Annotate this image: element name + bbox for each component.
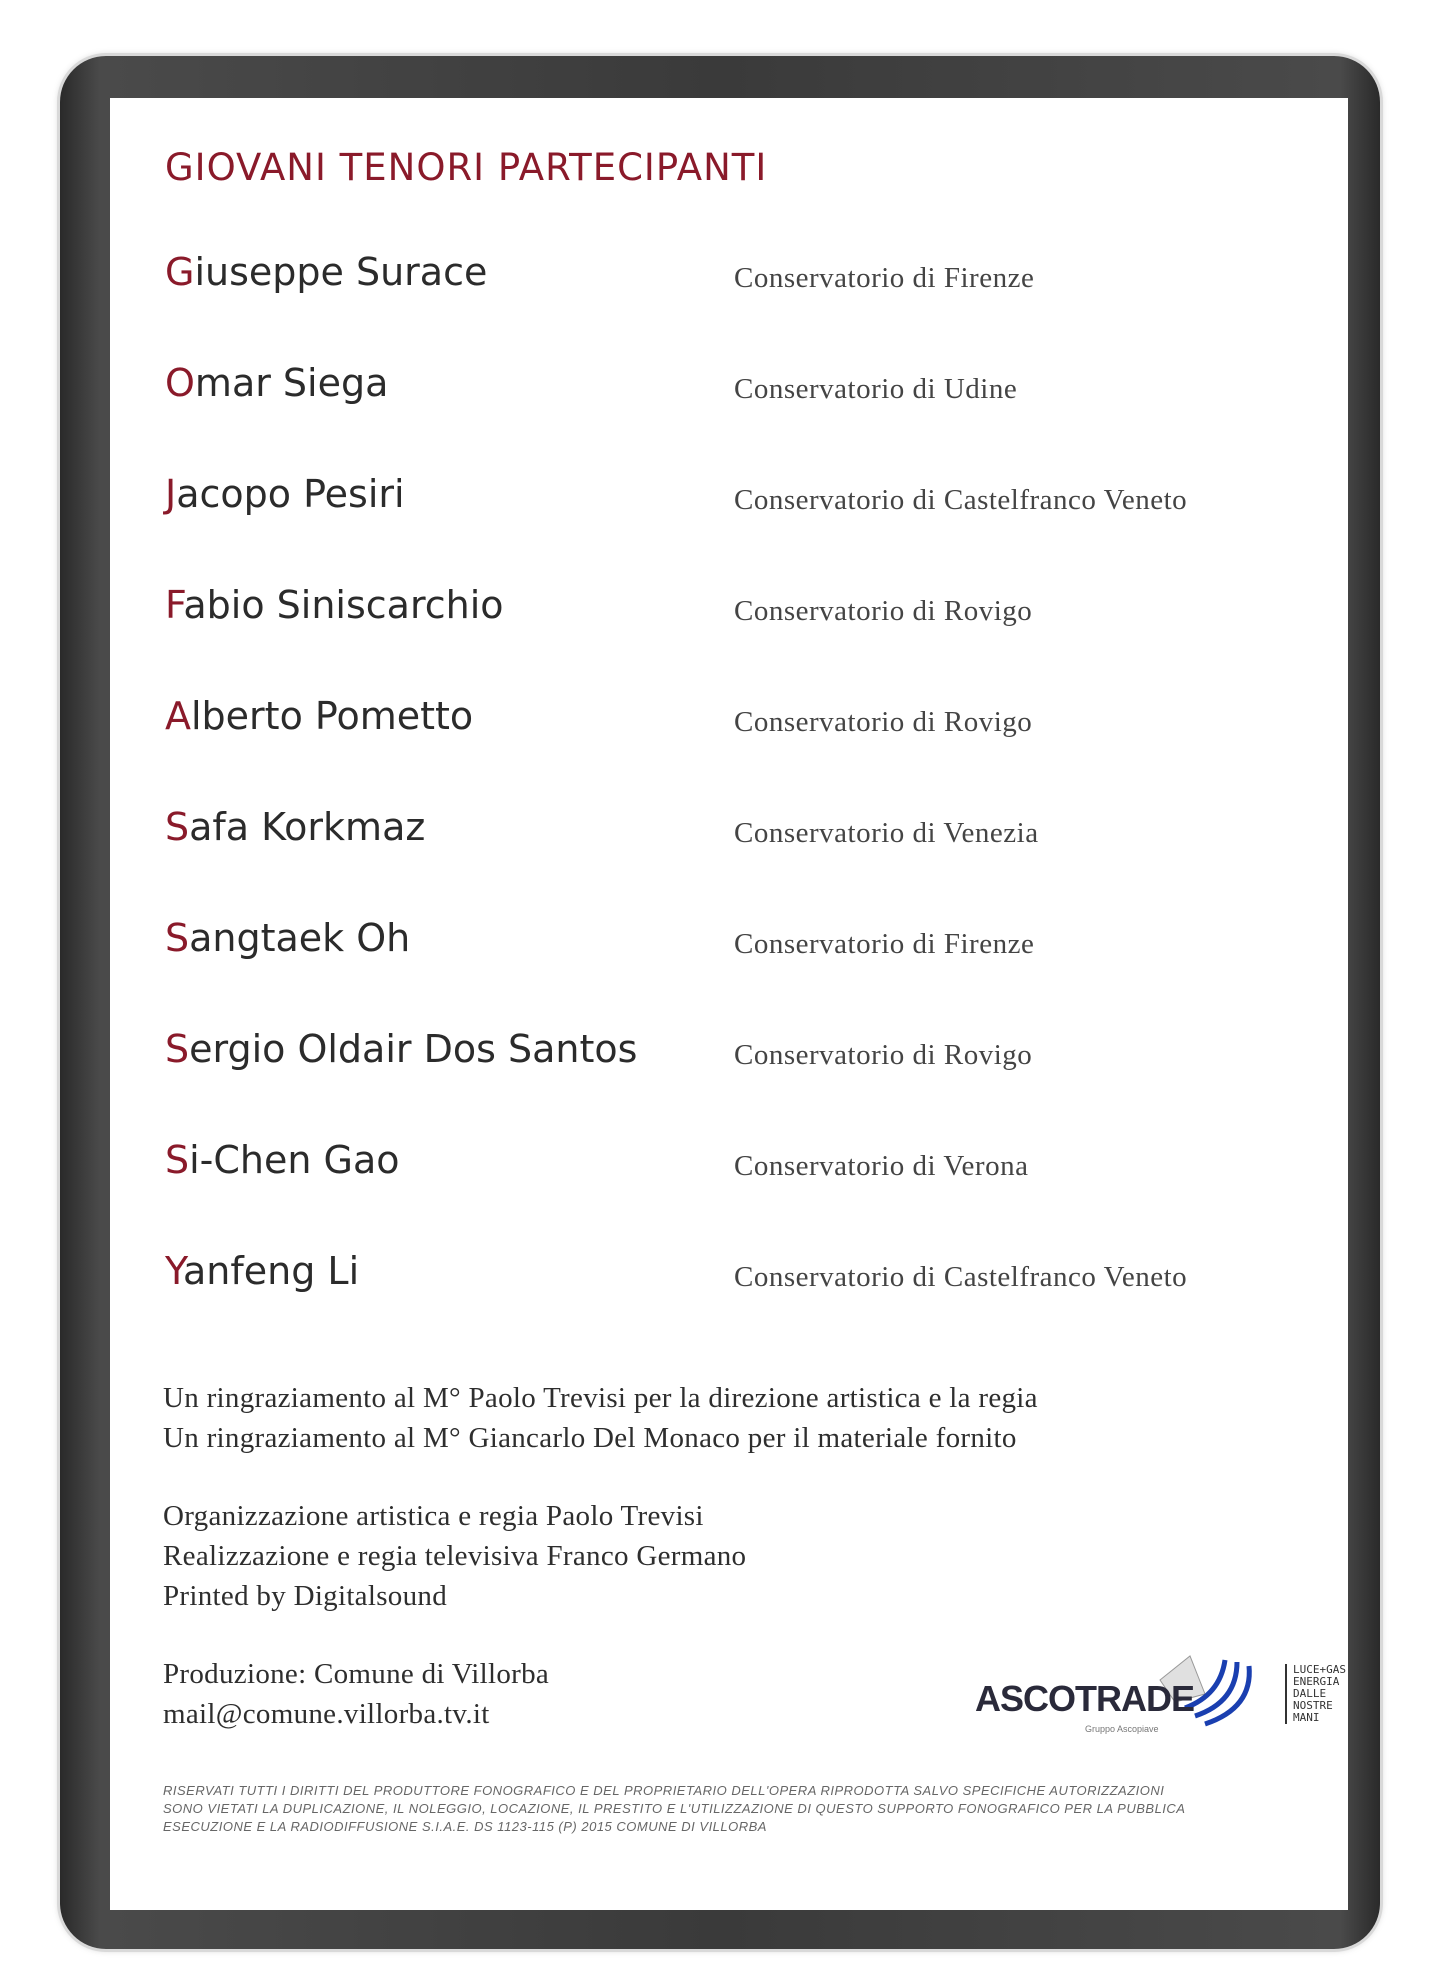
- participant-name: Giuseppe Surace: [165, 250, 488, 294]
- participant-school: Conservatorio di Castelfranco Veneto: [734, 484, 1188, 516]
- organization-line: Printed by Digitalsound: [163, 1580, 447, 1612]
- participant-school: Conservatorio di Rovigo: [734, 1039, 1033, 1071]
- organization-line: Realizzazione e regia televisiva Franco Germano: [163, 1540, 747, 1572]
- participant-school: Conservatorio di Verona: [734, 1150, 1029, 1182]
- legal-line: SONO VIETATI LA DUPLICAZIONE, IL NOLEGGIO, LOCAZIONE, IL PRESTITO E L'UTILIZZAZIONE DI QUESTO SUPPORTO FONOGRAFICO PER LA PUBBLICA: [163, 1801, 1186, 1816]
- participant-school: Conservatorio di Firenze: [734, 262, 1035, 294]
- list-item: [0, 1249, 1238, 1309]
- participant-name: Omar Siega: [165, 361, 389, 405]
- thanks-line: Un ringraziamento al M° Giancarlo Del Monaco per il materiale fornito: [163, 1422, 1017, 1454]
- participant-school: Conservatorio di Castelfranco Veneto: [734, 1261, 1188, 1293]
- list-item: [0, 361, 1238, 421]
- legal-line: ESECUZIONE E LA RADIODIFFUSIONE S.I.A.E. DS 1123-115 (P) 2015 COMUNE DI VILLORBA: [163, 1819, 767, 1834]
- participant-name: Jacopo Pesiri: [165, 472, 405, 516]
- participant-school: Conservatorio di Venezia: [734, 817, 1039, 849]
- participant-school: Conservatorio di Rovigo: [734, 595, 1033, 627]
- page-title: GIOVANI TENORI PARTECIPANTI: [165, 146, 768, 189]
- organization-block: [163, 1496, 746, 1616]
- participant-name: Sergio Oldair Dos Santos: [165, 1027, 638, 1071]
- list-item: [0, 583, 1238, 643]
- production-email: mail@comune.villorba.tv.it: [163, 1698, 490, 1730]
- participant-name: Sangtaek Oh: [165, 916, 411, 960]
- production-line: Produzione: Comune di Villorba: [163, 1658, 550, 1690]
- participant-name: Si-Chen Gao: [165, 1138, 400, 1182]
- participant-name: Safa Korkmaz: [165, 805, 426, 849]
- list-item: [0, 1027, 1238, 1087]
- list-item: [0, 250, 1238, 310]
- organization-line: Organizzazione artistica e regia Paolo Trevisi: [163, 1500, 704, 1532]
- ascotrade-logo: [975, 1650, 1355, 1740]
- thanks-block: [163, 1378, 1038, 1458]
- list-item: [0, 694, 1238, 754]
- logo-subtitle: Gruppo Ascopiave: [1085, 1724, 1159, 1734]
- participant-school: Conservatorio di Rovigo: [734, 706, 1033, 738]
- list-item: [0, 472, 1238, 532]
- legal-notice: [163, 1782, 1378, 1836]
- production-block: [163, 1654, 549, 1734]
- list-item: [0, 805, 1238, 865]
- participant-school: Conservatorio di Firenze: [734, 928, 1035, 960]
- participant-name: Fabio Siniscarchio: [165, 583, 504, 627]
- legal-line: RISERVATI TUTTI I DIRITTI DEL PRODUTTORE FONOGRAFICO E DEL PROPRIETARIO DELL'OPERA RIPRODOTTA SALVO SPECIFICHE AUTORIZZAZIONI: [163, 1783, 1165, 1798]
- participant-name: Alberto Pometto: [165, 694, 474, 738]
- participant-school: Conservatorio di Udine: [734, 373, 1018, 405]
- thanks-line: Un ringraziamento al M° Paolo Trevisi per la direzione artistica e la regia: [163, 1382, 1038, 1414]
- logo-tagline: LUCE+GAS ENERGIA DALLE NOSTRE MANI: [1285, 1664, 1359, 1724]
- logo-wordmark: ASCOTRADE: [975, 1678, 1195, 1719]
- list-item: [0, 916, 1238, 976]
- participant-name: Yanfeng Li: [165, 1249, 360, 1293]
- list-item: [0, 1138, 1238, 1198]
